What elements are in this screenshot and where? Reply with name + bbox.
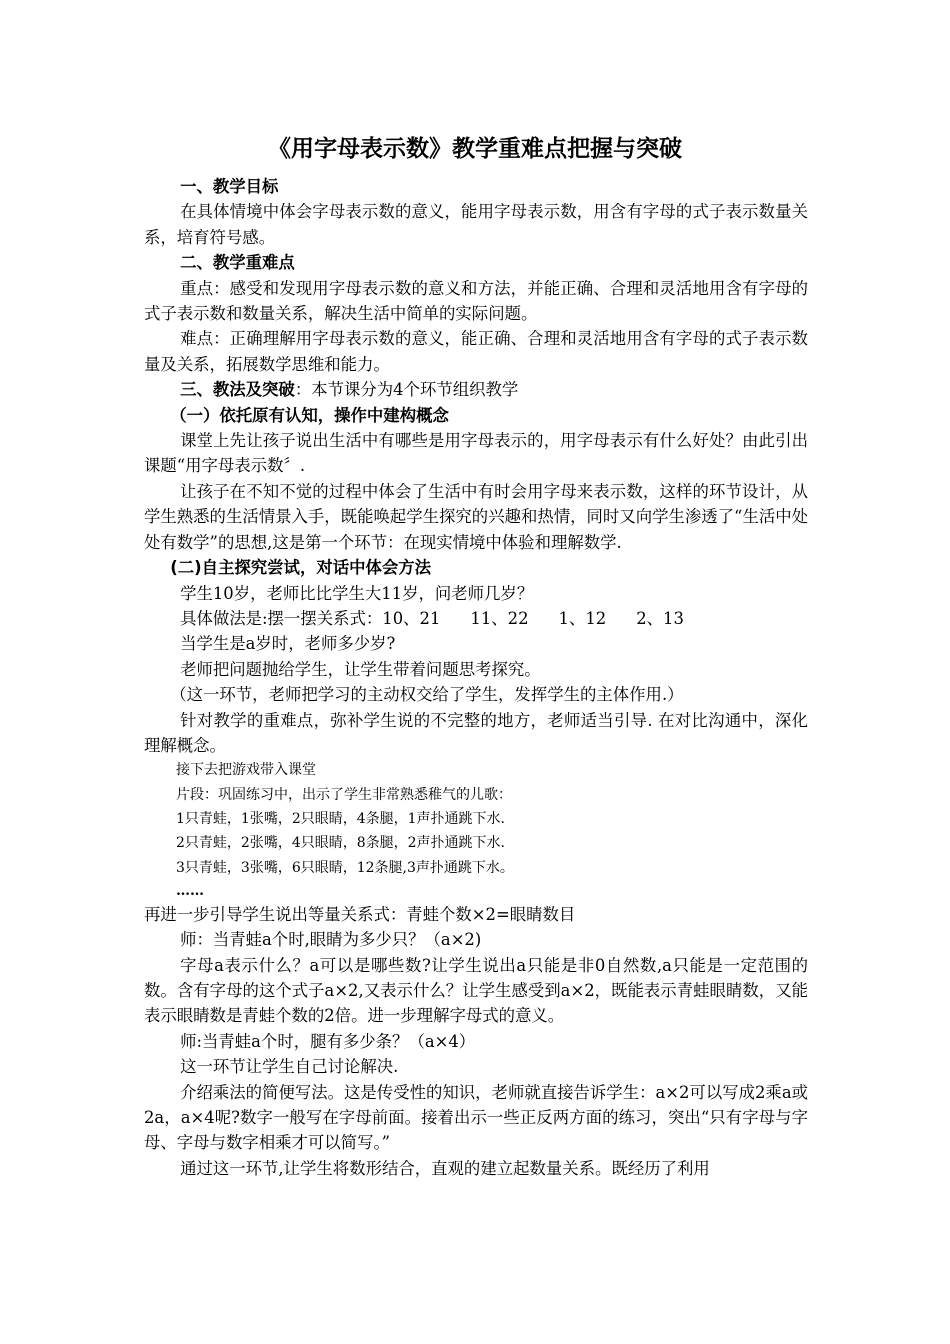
small-line: 接下去把游戏带入课堂 [176,762,316,779]
paragraph: 让孩子在不知不觉的过程中体会了生活中有时会用字母来表示数，这样的环节设计，从学生熟悉的生活情景入手，既能唤起学生探究的兴趣和热情，同时又向学生渗透了“生活中处处有数学”的思想,这是第一个环节：在现实情境中体验和理解数学. [144,481,809,552]
relation-pair: 1、12 [558,608,607,628]
paragraph: 字母a表示什么？a可以是哪些数?让学生说出a只能是非0自然数,a只能是一定范围的数。含有字母的这个式子a×2,又表示什么？让学生感受到a×2，既能表示青蛙眼睛数，又能表示眼睛数是青蛙个数的2倍。进一步理解字母式的意义。 [144,955,808,1026]
paragraph: （这一环节，老师把学习的主动权交给了学生，发挥学生的主体作用.） [170,685,684,705]
paragraph: 师:当青蛙a个时，腿有多少条？（a×4） [180,1031,476,1051]
paragraph: 学生10岁，老师比比学生大11岁，问老师几岁？ [180,583,534,603]
section-heading-goals: 一、教学目标 [180,177,279,196]
section-heading-methods [144,377,808,402]
paragraph: 通过这一环节,让学生将数形结合，直观的建立起数量关系。既经历了利用 [180,1158,710,1178]
song-line: 3只青蛙，3张嘴，6只眼睛，12条腿,3声扑通跳下水。 [176,859,514,876]
document-body [144,174,808,1181]
small-line: 片段：巩固练习中，出示了学生非常熟悉稚气的儿歌： [176,786,512,803]
song-line: 1只青蛙，1张嘴，2只眼睛，4条腿，1声扑通跳下水. [176,810,505,827]
section-heading-label: 三、教法及突破 [180,380,295,400]
paragraph: 老师把问题抛给学生，让学生带着问题思考探究。 [180,659,541,679]
relation-label: 具体做法是:摆一摆关系式： [180,608,383,628]
relation-pair: 10、21 [382,608,441,628]
section-heading-key-points: 二、教学重难点 [180,253,295,273]
relation-pair: 11、22 [470,608,529,628]
paragraph: 课堂上先让孩子说出生活中有哪些是用字母表示的，用字母表示有什么好处？由此引出课题“用字母表示数〞. [144,431,808,476]
song-line: 2只青蛙，2张嘴，4只眼睛，8条腿，2声扑通跳下水. [176,835,505,852]
paragraph: 师：当青蛙a个时,眼睛为多少只？（a×2) [180,930,482,950]
page-title: 《用字母表示数》教学重难点把握与突破 [268,136,682,162]
paragraph: 重点：感受和发现用字母表示数的意义和方法，并能正确、合理和灵活地用含有字母的式子表示数和数量关系，解决生活中简单的实际问题。 [144,278,808,324]
paragraph: 再进一步引导学生说出等量关系式：青蛙个数×2=眼睛数目 [144,904,576,924]
paragraph: 在具体情境中体会字母表示数的意义，能用字母表示数，用含有字母的式子表示数量关系，培育符号感。 [144,202,808,247]
paragraph: 介绍乘法的简便写法。这是传受性的知识，老师就直接告诉学生：a×2可以写成2乘a或2a，a×4呢?数字一般写在字母前面。接着出示一些正反两方面的练习，突出“只有字母与字母、字母与数字相乘才可以简写。” [144,1082,808,1153]
paragraph: 当学生是a岁时，老师多少岁? [180,634,396,654]
ellipsis: …… [176,882,204,899]
relation-pairs-line [144,606,808,631]
paragraph: 这一环节让学生自己讨论解决. [180,1057,399,1077]
subheading-one: （一）依托原有认知，操作中建构概念 [170,405,449,425]
section-heading-rest: ：本节课分为4个环节组织教学 [294,380,519,400]
subheading-two: (二)自主探究尝试，对话中体会方法 [170,558,432,578]
paragraph: 针对教学的重难点，弥补学生说的不完整的地方，老师适当引导. 在对比沟通中，深化理解概念。 [144,710,808,755]
relation-pair: 2、13 [636,608,684,628]
paragraph: 难点：正确理解用字母表示数的意义，能正确、合理和灵活地用含有字母的式子表示数量及关系，拓展数学思维和能力。 [144,329,808,374]
